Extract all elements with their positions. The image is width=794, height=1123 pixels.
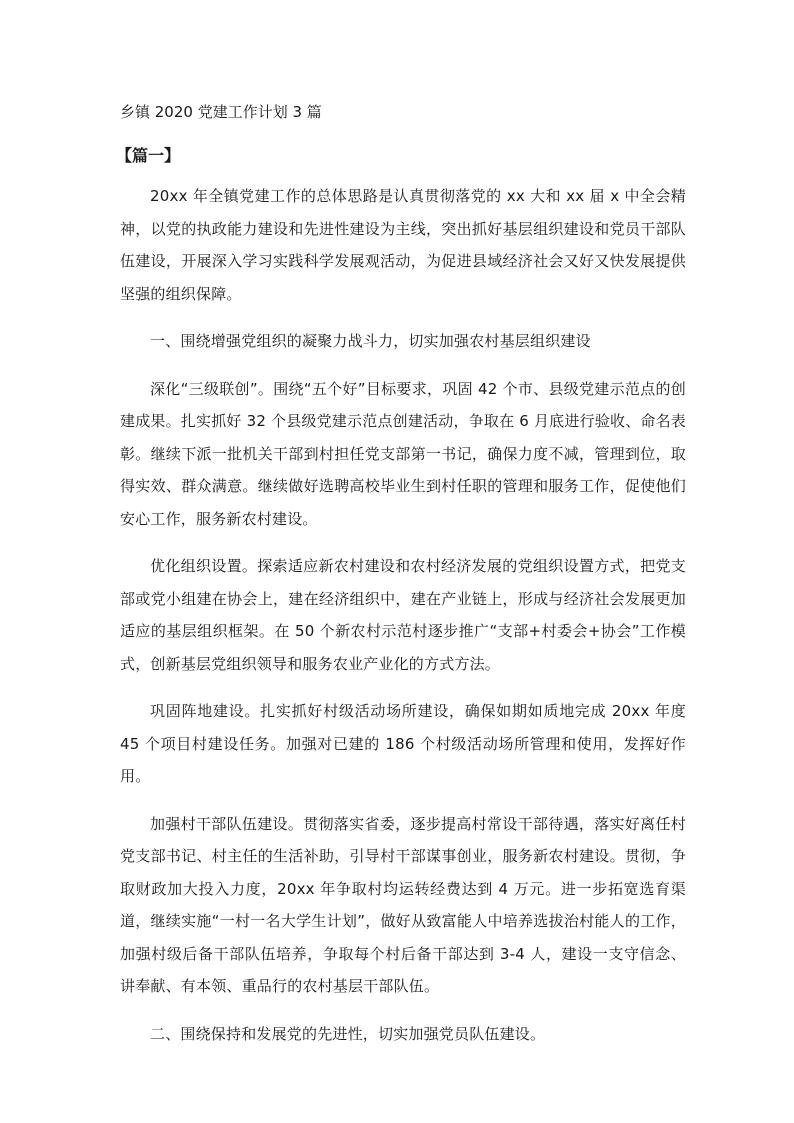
paragraph-three-level: 深化“三级联创”。围绕“五个好”目标要求，巩固 42 个市、县级党建示范点的创建成果。扎实抓好 32 个县级党建示范点创建活动，争取在 6 月底进行验收、命名表彰。继续下派一批机关干部到村担任党支部第一书记，确保力度不减，管理到位，取得实效、群众满意。继续做好选聘高校毕业生到村任职的管理和服务工作，促使他们安心工作，服务新农村建设。 [120,379,686,528]
heading-part-two: 二、围绕保持和发展党的先进性，切实加强党员队伍建设。 [150,1024,546,1043]
paragraph-intro: 20xx 年全镇党建工作的总体思路是认真贯彻落党的 xx 大和 xx 届 x 中全会精神，以党的执政能力建设和先进性建设为主线，突出抓好基层组织建设和党员干部队伍建设，开展深入学习实践科学发展观活动，为促进县域经济社会又好又快发展提供坚强的组织保障。 [120,187,686,303]
document-body [120,180,686,1050]
paragraph-position-building: 巩固阵地建设。扎实抓好村级活动场所建设，确保如期如质地完成 20xx 年度 45 个项目村建设任务。加强对已建的 186 个村级活动场所管理和使用，发挥好作用。 [120,702,686,785]
document-title: 乡镇 2020 党建工作计划 3 篇 [120,103,322,121]
paragraph-village-cadres: 加强村干部队伍建设。贯彻落实省委，逐步提高村常设干部待遇，落实好离任村党支部书记、村主任的生活补助，引导村干部谋事创业，服务新农村建设。贯彻，争取财政加大投入力度，20xx 年争取村均运转经费达到 4 万元。进一步拓宽选育渠道，继续实施“一村一名大学生计划”，做好从致富能人中培养选拔治村能人的工作，加强村级后备干部队伍培养，争取每个村后备干部达到 3-4 人，建设一支守信念、讲奉献、有本领、重品行的农村基层干部队伍。 [120,814,686,995]
section-label: 【篇一】 [116,146,181,165]
paragraph-organization-setup: 优化组织设置。探索适应新农村建设和农村经济发展的党组织设置方式，把党支部或党小组建在协会上，建在经济组织中，建在产业链上，形成与经济社会发展更加适应的基层组织框架。在 50 个新农村示范村逐步推广“支部+村委会+协会”工作模式，创新基层党组织领导和服务农业产业化的方式方法。 [120,557,686,673]
heading-part-one: 一、围绕增强党组织的凝聚力战斗力，切实加强农村基层组织建设 [150,332,591,350]
